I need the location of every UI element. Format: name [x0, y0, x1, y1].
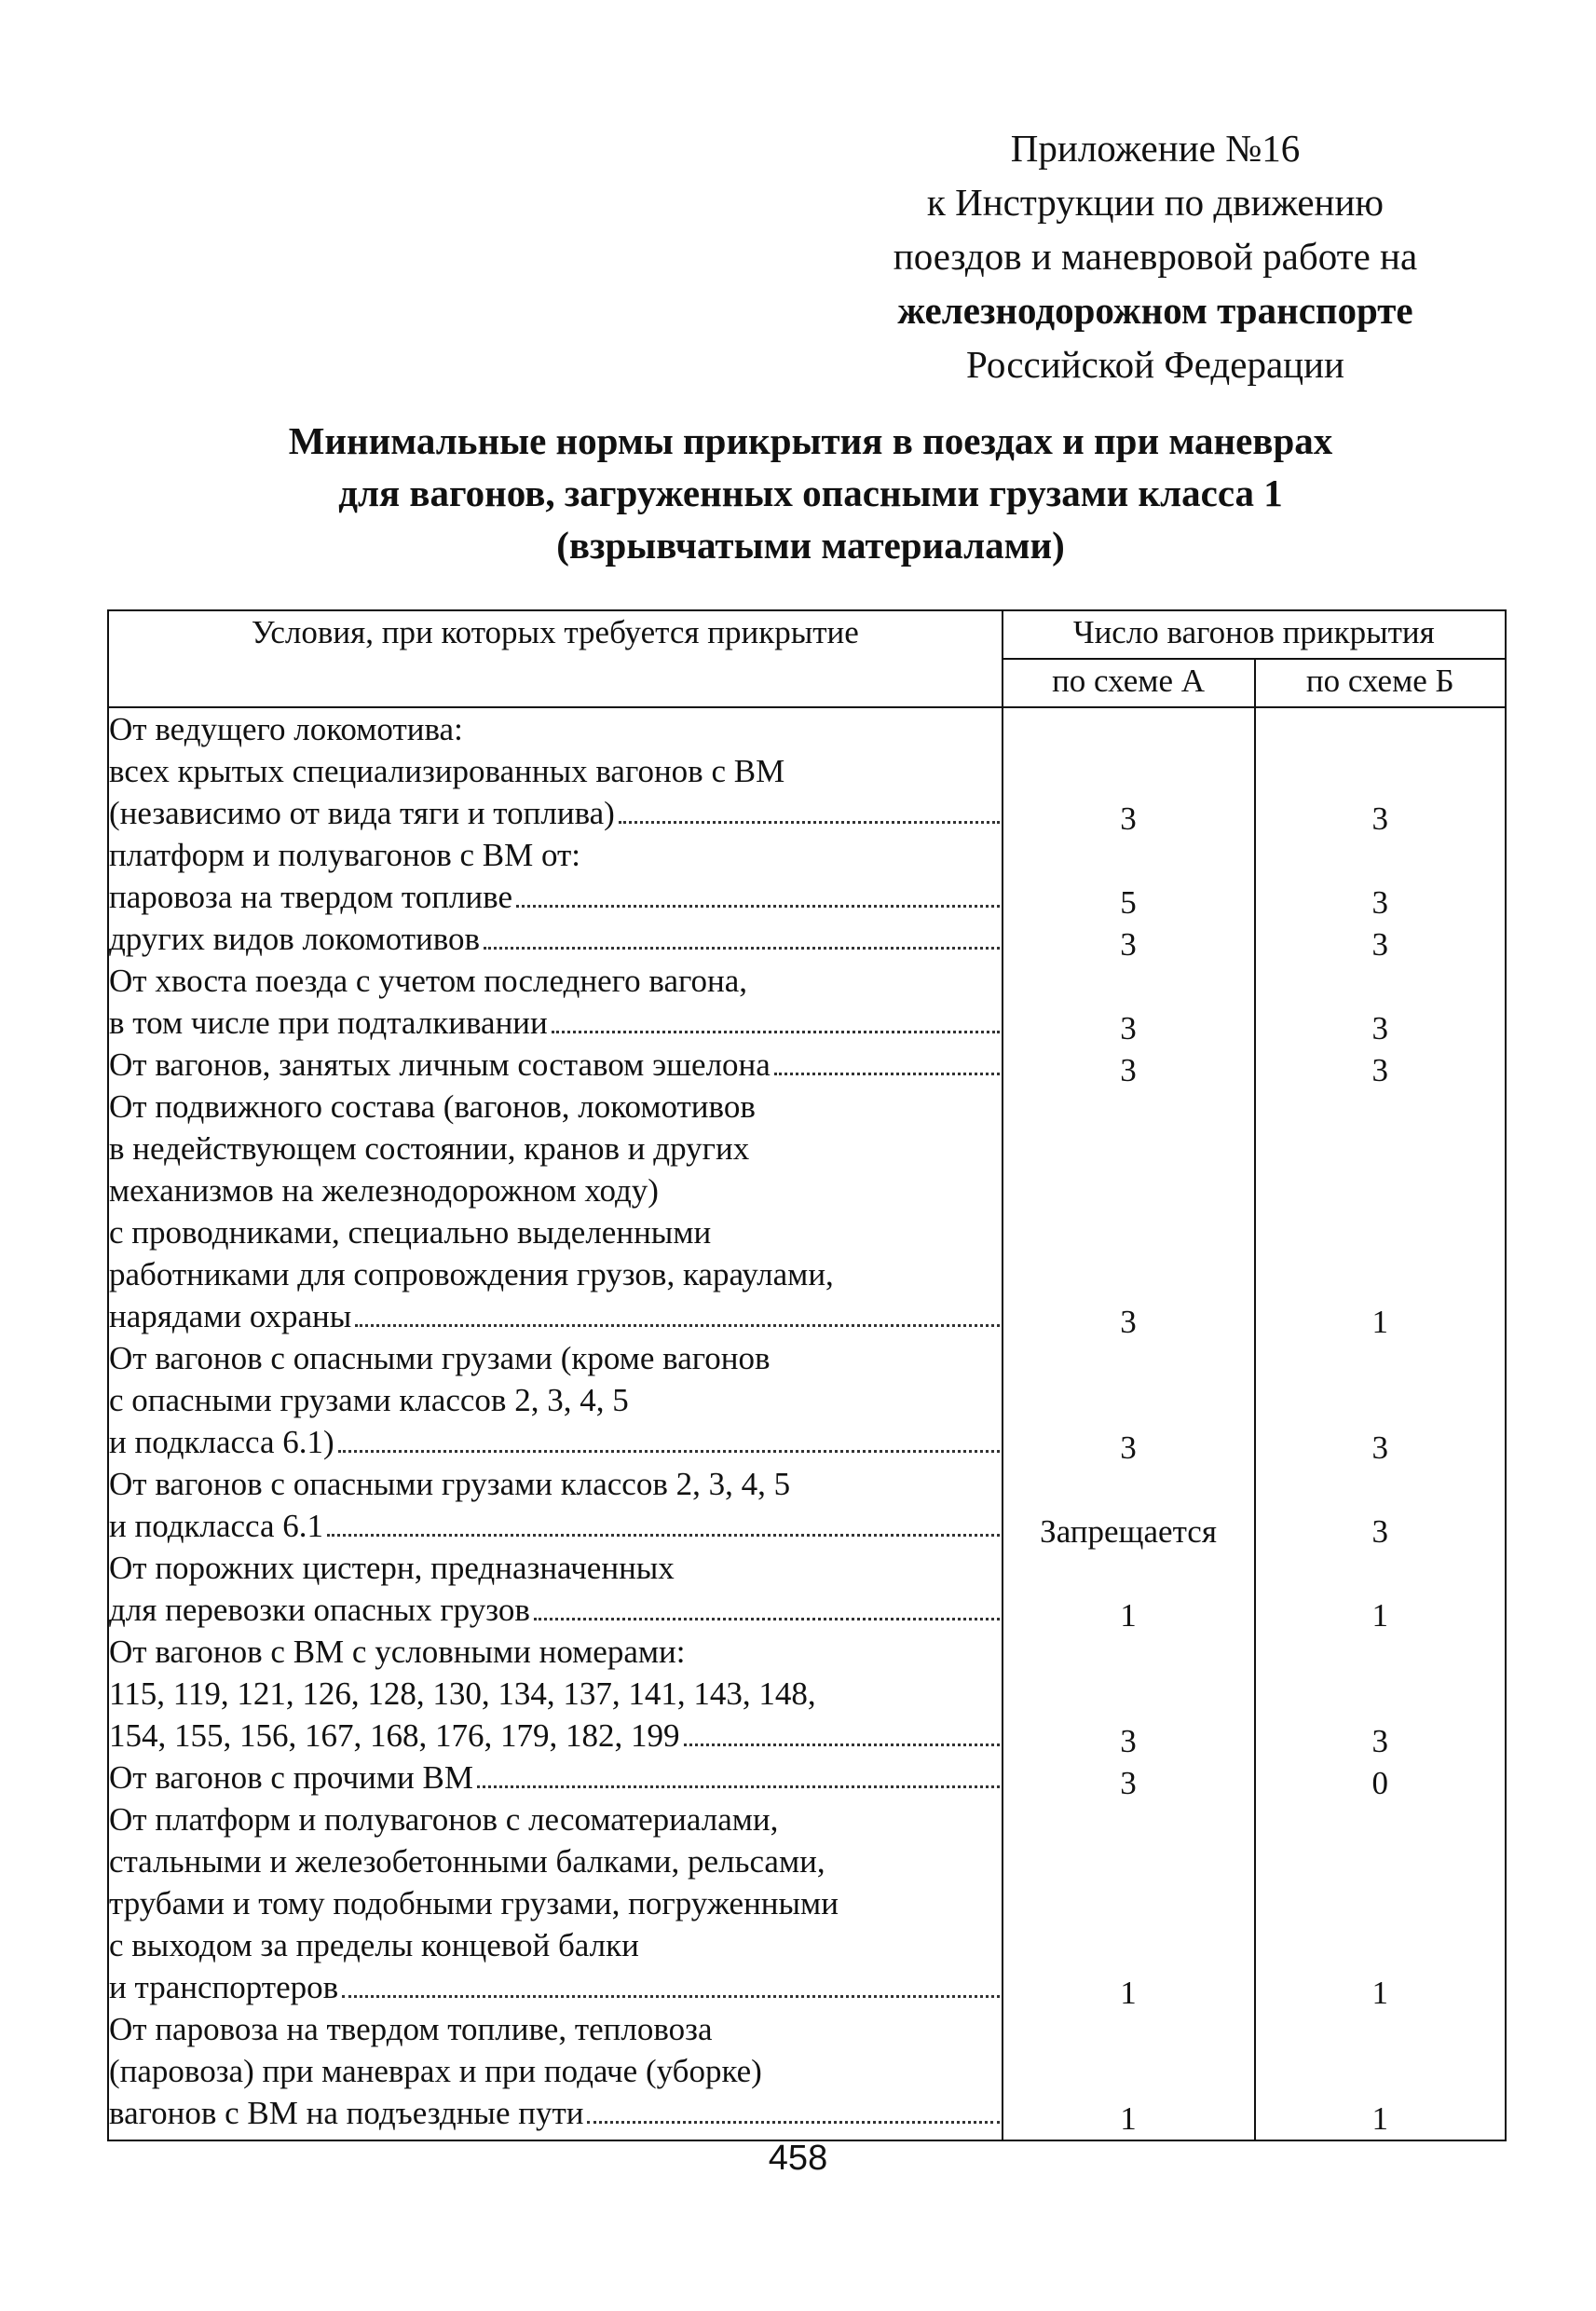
- scheme-b-spacer: [1256, 840, 1506, 882]
- page-number: 458: [768, 2139, 828, 2178]
- scheme-a-spacer: [1003, 1259, 1254, 1301]
- condition-line: с выходом за пределы концевой балки: [109, 1927, 639, 1963]
- condition-line: От вагонов с опасными грузами классов 2, 3, 4, 5: [109, 1466, 791, 1502]
- condition-line: и подкласса 6.1: [109, 1505, 1002, 1547]
- condition-line: От платформ и полувагонов с лесоматериалами,: [109, 1801, 779, 1838]
- scheme-b-spacer: [1256, 1846, 1506, 1888]
- scheme-a-spacer: [1003, 1217, 1254, 1259]
- scheme-a-spacer: [1003, 1175, 1254, 1217]
- scheme-b-spacer: [1256, 756, 1506, 798]
- scheme-b-value: 3: [1371, 884, 1388, 921]
- condition-line: других видов локомотивов: [109, 918, 1002, 960]
- scheme-a-spacer: [1003, 1636, 1254, 1678]
- condition-line: 154, 155, 156, 167, 168, 176, 179, 182, 199: [109, 1715, 1002, 1757]
- scheme-a-value: 3: [1120, 926, 1137, 963]
- scheme-b-spacer: [1256, 1343, 1506, 1385]
- condition-line: трубами и тому подобными грузами, погруженными: [109, 1885, 839, 1921]
- scheme-b-column: [1255, 707, 1507, 2140]
- condition-line: От вагонов с ВМ с условными номерами:: [109, 1634, 686, 1670]
- scheme-b-spacer: [1256, 1804, 1506, 1846]
- condition-line: механизмов на железнодорожном ходу): [109, 1172, 659, 1209]
- scheme-b-spacer: [1256, 1385, 1506, 1427]
- scheme-b-spacer: [1256, 714, 1506, 756]
- title-line: для вагонов, загруженных опасными грузами класса 1: [338, 472, 1283, 514]
- appendix-line: поездов и маневровой работе на: [893, 235, 1418, 278]
- scheme-a-value: 3: [1120, 1304, 1137, 1340]
- condition-line: нарядами охраны: [109, 1295, 1002, 1337]
- title-line: (взрывчатыми материалами): [556, 524, 1065, 567]
- scheme-b-spacer: [1256, 1175, 1506, 1217]
- condition-line: с опасными грузами классов 2, 3, 4, 5: [109, 1382, 629, 1418]
- condition-line: (независимо от вида тяги и топлива): [109, 792, 1002, 834]
- scheme-b-spacer: [1256, 1636, 1506, 1678]
- header-cover-cars: Число вагонов прикрытия: [1003, 610, 1506, 659]
- condition-line: От порожних цистерн, предназначенных: [109, 1550, 675, 1586]
- scheme-a-column: [1003, 707, 1255, 2140]
- scheme-b-spacer: [1256, 2014, 1506, 2056]
- condition-line: 115, 119, 121, 126, 128, 130, 134, 137, 141, 143, 148,: [109, 1675, 816, 1712]
- scheme-a-value: 3: [1120, 1765, 1137, 1801]
- scheme-b-spacer: [1256, 1930, 1506, 1972]
- scheme-a-spacer: [1003, 2056, 1254, 2098]
- appendix-header: [820, 121, 1491, 391]
- scheme-b-spacer: [1256, 1678, 1506, 1720]
- scheme-b-value: 3: [1371, 1723, 1388, 1759]
- scheme-a-spacer: [1003, 1133, 1254, 1175]
- scheme-a-value: 3: [1120, 1429, 1137, 1466]
- scheme-a-spacer: [1003, 1804, 1254, 1846]
- scheme-b-value: 3: [1371, 800, 1388, 837]
- scheme-a-spacer: [1003, 840, 1254, 882]
- scheme-b-value: 3: [1371, 1010, 1388, 1046]
- scheme-a-value: 3: [1120, 1010, 1137, 1046]
- condition-line: для перевозки опасных грузов: [109, 1589, 1002, 1631]
- condition-line: (паровоза) при маневрах и при подаче (уборке): [109, 2053, 762, 2089]
- scheme-a-value: 1: [1120, 1597, 1137, 1634]
- scheme-a-spacer: [1003, 965, 1254, 1007]
- scheme-a-spacer: [1003, 1343, 1254, 1385]
- condition-line: От вагонов с прочими ВМ: [109, 1757, 1002, 1798]
- table-row: [108, 707, 1506, 2140]
- scheme-a-value: 1: [1120, 1975, 1137, 2011]
- scheme-a-spacer: [1003, 1846, 1254, 1888]
- scheme-b-value: 3: [1371, 1052, 1388, 1088]
- scheme-a-value: 3: [1120, 1723, 1137, 1759]
- scheme-b-spacer: [1256, 965, 1506, 1007]
- scheme-a-value: 3: [1120, 1052, 1137, 1088]
- header-scheme-a: по схеме А: [1003, 659, 1255, 707]
- scheme-a-spacer: [1003, 1678, 1254, 1720]
- appendix-line: Российской Федерации: [966, 343, 1344, 386]
- condition-line: От ведущего локомотива:: [109, 711, 463, 747]
- scheme-b-value: 1: [1371, 2100, 1388, 2137]
- condition-line: в том числе при подталкивании: [109, 1002, 1002, 1044]
- scheme-b-value: 3: [1371, 926, 1388, 963]
- scheme-b-value: 1: [1371, 1975, 1388, 2011]
- scheme-b-spacer: [1256, 1217, 1506, 1259]
- scheme-b-spacer: [1256, 2056, 1506, 2098]
- scheme-a-spacer: [1003, 2014, 1254, 2056]
- condition-line: От паровоза на твердом топливе, тепловоза: [109, 2011, 713, 2047]
- scheme-a-spacer: [1003, 714, 1254, 756]
- scheme-b-spacer: [1256, 1259, 1506, 1301]
- condition-line: в недействующем состоянии, кранов и других: [109, 1130, 750, 1167]
- scheme-a-value: 3: [1120, 800, 1137, 837]
- header-scheme-b: по схеме Б: [1255, 659, 1507, 707]
- appendix-line: Приложение №16: [1010, 127, 1301, 170]
- condition-line: и транспортеров: [109, 1966, 1002, 2008]
- condition-line: От подвижного состава (вагонов, локомотивов: [109, 1088, 756, 1125]
- condition-line: и подкласса 6.1): [109, 1421, 1002, 1463]
- table-body: [108, 707, 1506, 2140]
- condition-line: От вагонов, занятых личным составом эшелона: [109, 1044, 1002, 1086]
- appendix-line: к Инструкции по движению: [926, 181, 1385, 224]
- scheme-a-spacer: [1003, 1385, 1254, 1427]
- conditions-column: [108, 707, 1003, 2140]
- scheme-a-spacer: [1003, 1091, 1254, 1133]
- condition-line: всех крытых специализированных вагонов с ВМ: [109, 753, 785, 789]
- scheme-b-spacer: [1256, 1091, 1506, 1133]
- scheme-a-spacer: [1003, 1930, 1254, 1972]
- scheme-b-value: 3: [1371, 1513, 1388, 1550]
- condition-line: работниками для сопровождения грузов, караулами,: [109, 1256, 834, 1292]
- scheme-a-spacer: [1003, 1552, 1254, 1594]
- scheme-b-spacer: [1256, 1888, 1506, 1930]
- cover-norms-table: [107, 609, 1507, 2141]
- scheme-b-value: 1: [1371, 1597, 1388, 1634]
- scheme-a-value: 1: [1120, 2100, 1137, 2137]
- scheme-a-value: Запрещается: [1040, 1513, 1217, 1550]
- condition-line: От хвоста поезда с учетом последнего вагона,: [109, 963, 747, 999]
- condition-line: стальными и железобетонными балками, рельсами,: [109, 1843, 825, 1880]
- scheme-a-value: 5: [1120, 884, 1137, 921]
- condition-line: От вагонов с опасными грузами (кроме вагонов: [109, 1340, 771, 1376]
- scheme-a-spacer: [1003, 756, 1254, 798]
- condition-line: вагонов с ВМ на подъездные пути: [109, 2092, 1002, 2134]
- header-conditions: Условия, при которых требуется прикрытие: [108, 610, 1003, 707]
- scheme-b-value: 3: [1371, 1429, 1388, 1466]
- scheme-a-spacer: [1003, 1888, 1254, 1930]
- condition-line: паровоза на твердом топливе: [109, 876, 1002, 918]
- scheme-b-value: 1: [1371, 1304, 1388, 1340]
- scheme-b-spacer: [1256, 1133, 1506, 1175]
- appendix-line: железнодорожном транспорте: [897, 289, 1413, 332]
- scheme-b-spacer: [1256, 1552, 1506, 1594]
- scheme-a-spacer: [1003, 1469, 1254, 1511]
- condition-line: платформ и полувагонов с ВМ от:: [109, 837, 581, 873]
- scheme-b-spacer: [1256, 1469, 1506, 1511]
- document-title: [140, 415, 1481, 571]
- title-line: Минимальные нормы прикрытия в поездах и при маневрах: [288, 419, 1333, 462]
- scheme-b-value: 0: [1371, 1765, 1388, 1801]
- condition-line: с проводниками, специально выделенными: [109, 1214, 712, 1251]
